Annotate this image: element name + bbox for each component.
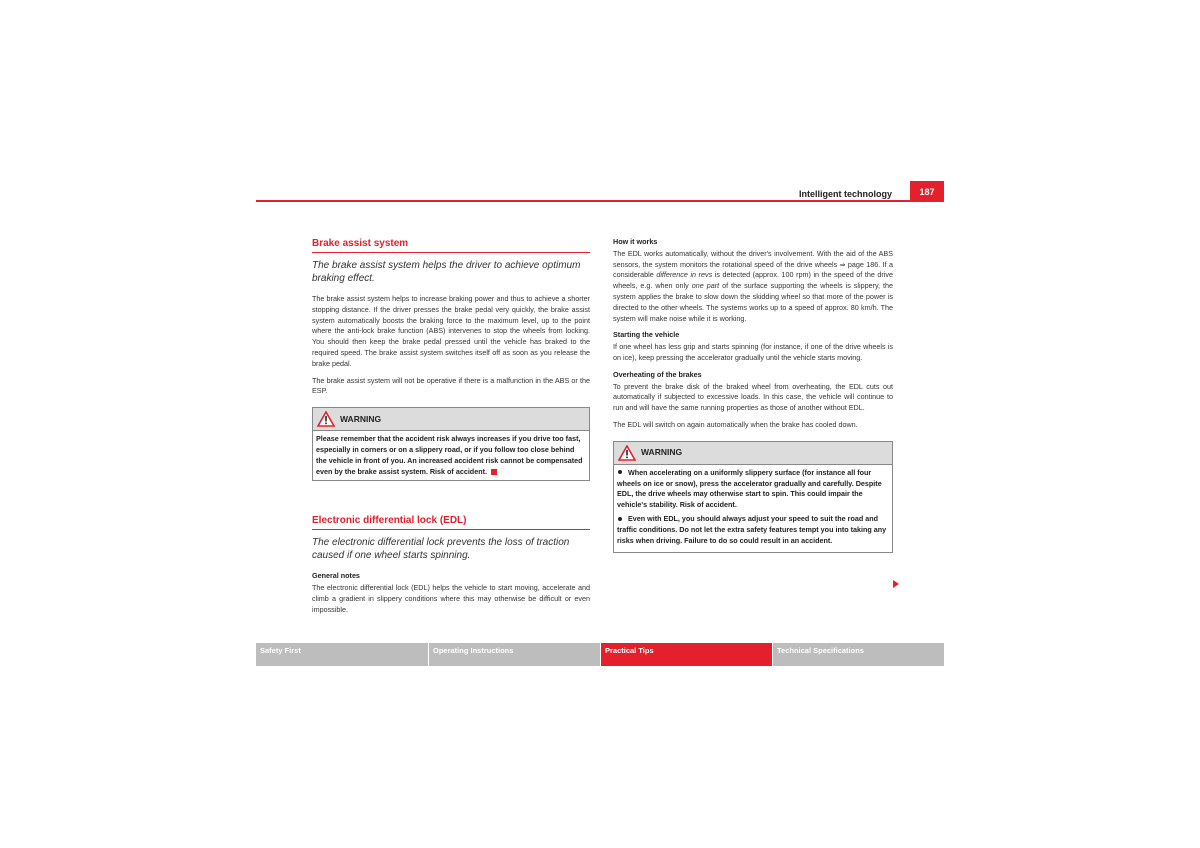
bullet-icon — [618, 470, 622, 474]
how-emphasis-1: difference in revs — [656, 270, 713, 280]
warning-bullet-2 — [617, 514, 889, 546]
warning-bullet-2-text: Even with EDL, you should always adjust your speed to suit the road and traffic conditions. Do not let the extra safety features tempt you into taking any risks when driving. Failure to do so could result in an accident. — [617, 513, 887, 545]
warning-body — [614, 465, 892, 553]
overheating-paragraph-1: To prevent the brake disk of the braked wheel from overheating, the EDL cuts out automatically if subjected to excessive loads. In this case, the vehicle will continue to run and will have the same running properties as those of another without EDL. — [613, 381, 893, 413]
edl-title: Electronic differential lock (EDL) — [312, 514, 590, 530]
edl-warning-box — [613, 441, 893, 554]
brake-assist-warning-box — [312, 407, 590, 481]
warning-triangle-icon — [317, 411, 335, 427]
tab-practical-tips[interactable]: Practical Tips — [600, 643, 772, 666]
tab-technical-specifications[interactable]: Technical Specifications — [772, 643, 944, 666]
left-column — [312, 237, 590, 622]
edl-paragraph-1: The electronic differential lock (EDL) helps the vehicle to start moving, accelerate and climb a gradient in slippery conditions where this may otherwise be difficult or even impossible. — [312, 583, 590, 614]
overheating-paragraph-2: The EDL will switch on again automatically when the brake has cooled down. — [613, 419, 858, 429]
footer-navigation — [256, 643, 944, 666]
edl-lead: The electronic differential lock prevents the loss of traction caused if one wheel starts spinning. — [312, 537, 570, 562]
starting-heading: Starting the vehicle — [613, 330, 680, 340]
section-spacer — [312, 487, 590, 514]
warning-text: Please remember that the accident risk always increases if you drive too fast, especially in corners or on a slippery road, or if you follow too close behind the vehicle in front of you. An increased accident risk cannot be compensated even by the brake assist system. Risk of accident. — [316, 434, 583, 476]
how-it-works-paragraph — [613, 249, 893, 325]
section-header-title: Intelligent technology — [798, 189, 892, 199]
brake-assist-lead: The brake assist system helps the driver to achieve optimum braking effect. — [312, 260, 581, 284]
how-it-works-heading: How it works — [613, 237, 658, 246]
warning-body — [313, 431, 589, 480]
tab-operating-instructions[interactable]: Operating Instructions — [428, 643, 600, 666]
overheating-heading: Overheating of the brakes — [613, 369, 702, 379]
brake-assist-paragraph-2: The brake assist system will not be operative if there is a malfunction in the ABS or the ESP. — [312, 375, 590, 396]
how-text-c: of the surface supporting the wheels is slippery, the system applies the brake to slow down the skidding wheel so that more of the power is directed to the other wheels. The systems works up to a speed of approx. 80 km/h. The system will make noise while it is working. — [613, 281, 894, 323]
how-emphasis-2: one part — [691, 281, 720, 291]
general-notes-heading: General notes — [312, 571, 360, 581]
warning-header — [614, 442, 892, 465]
warning-label: WARNING — [340, 413, 382, 424]
continue-arrow-icon — [893, 580, 899, 588]
how-text-a: The EDL works automatically, without the driver's involvement. With the aid of the ABS sensors, the system monitors the rotational speed of the drive wheels ⇒ page 186. If a considerable — [613, 248, 893, 280]
how-text-b: is detected (approx. 100 rpm) in the speed of the drive wheels, e.g. when only — [613, 270, 893, 291]
right-column — [613, 237, 893, 559]
starting-paragraph: If one wheel has less grip and starts spinning (for instance, if one of the drive wheels is on ice), keep pressing the accelerator gradually until the vehicle starts moving. — [613, 342, 893, 362]
warning-triangle-icon — [618, 445, 636, 461]
warning-bullet-1-text: When accelerating on a uniformly slippery surface (for instance all four wheels on ice or snow), press the accelerator gradually and carefully. Despite EDL, the drive wheels may otherwise start to spin. This could impair the vehicle's stability. Risk of accident. — [617, 467, 882, 510]
end-of-section-marker — [491, 469, 497, 475]
warning-header — [313, 408, 589, 431]
warning-label: WARNING — [641, 447, 683, 458]
header-rule — [256, 200, 944, 202]
bullet-icon — [618, 517, 622, 521]
warning-bullet-1 — [617, 468, 889, 511]
tab-safety-first[interactable]: Safety First — [256, 643, 428, 666]
brake-assist-title: Brake assist system — [312, 237, 590, 253]
page-number: 187 — [910, 181, 944, 201]
brake-assist-paragraph-1: The brake assist system helps to increase braking power and thus to achieve a shorter stopping distance. If the driver presses the brake pedal very quickly, the brake assist system automatically boosts the braking force to the maximum level, up to the point where the anti-lock brake function (ABS) intervenes to stop the wheels from locking. You should then keep the brake pedal pressed until the vehicle has braked to the required speed. The brake assist system switches itself off as soon as you release the brake pedal. — [312, 294, 590, 368]
